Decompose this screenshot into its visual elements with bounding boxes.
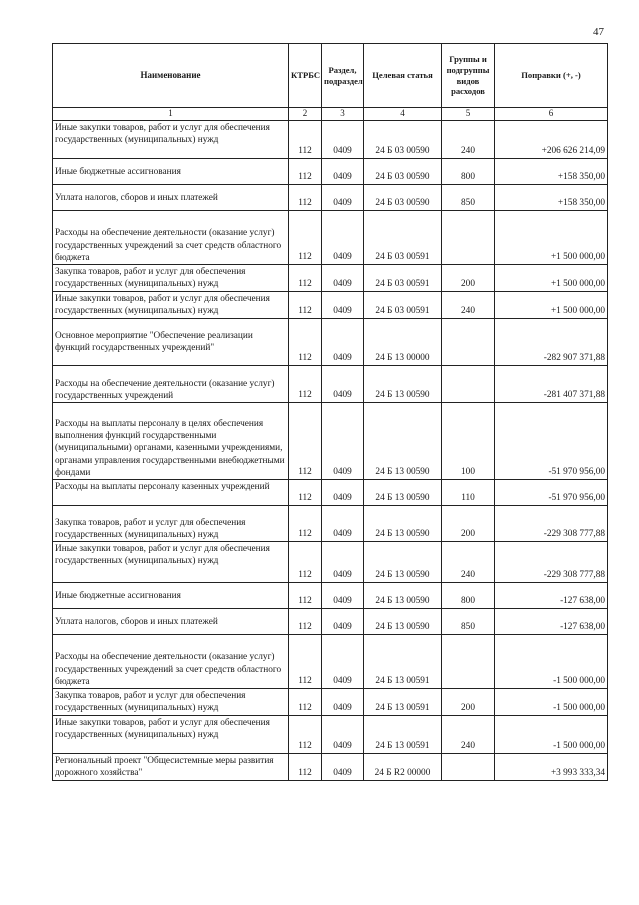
row-group [442,210,495,264]
row-section: 0409 [322,505,364,541]
row-group: 850 [442,608,495,634]
row-group [442,753,495,780]
header-name: Наименование [53,44,289,108]
row-section: 0409 [322,715,364,753]
row-ktrbs: 112 [289,210,322,264]
row-section: 0409 [322,688,364,715]
row-group: 200 [442,505,495,541]
row-section: 0409 [322,264,364,291]
row-name: Закупка товаров, работ и услуг для обеспечения государственных (муниципальных) нужд [53,264,289,291]
row-group: 800 [442,582,495,608]
table-row [53,291,608,318]
column-number: 1 [53,108,289,121]
row-group: 240 [442,541,495,582]
row-section: 0409 [322,210,364,264]
row-target: 24 Б 13 00000 [364,318,442,365]
budget-amendments-table [52,43,608,781]
row-section: 0409 [322,479,364,505]
row-ktrbs: 112 [289,158,322,184]
table-row [53,120,608,158]
table-row [53,634,608,688]
row-group: 850 [442,184,495,210]
row-section: 0409 [322,291,364,318]
row-ktrbs: 112 [289,264,322,291]
row-target: 24 Б 13 00590 [364,582,442,608]
row-amount: +158 350,00 [495,184,608,210]
row-name: Иные закупки товаров, работ и услуг для обеспечения государственных (муниципальных) нужд [53,120,289,158]
row-target: 24 Б 03 00590 [364,158,442,184]
row-section: 0409 [322,120,364,158]
row-amount: -1 500 000,00 [495,634,608,688]
column-number: 2 [289,108,322,121]
row-target: 24 Б 13 00590 [364,479,442,505]
row-name: Основное мероприятие "Обеспечение реализации функций государственных учреждений" [53,318,289,365]
row-ktrbs: 112 [289,184,322,210]
table-row [53,608,608,634]
row-amount: -282 907 371,88 [495,318,608,365]
row-name: Уплата налогов, сборов и иных платежей [53,184,289,210]
row-ktrbs: 112 [289,505,322,541]
row-amount: -51 970 956,00 [495,402,608,479]
row-group: 800 [442,158,495,184]
row-name: Иные закупки товаров, работ и услуг для обеспечения государственных (муниципальных) нужд [53,715,289,753]
table-row [53,753,608,780]
row-name: Иные бюджетные ассигнования [53,582,289,608]
row-name: Региональный проект "Общесистемные меры развития дорожного хозяйства" [53,753,289,780]
table-row [53,505,608,541]
row-amount: +1 500 000,00 [495,264,608,291]
row-target: 24 Б 03 00591 [364,291,442,318]
row-group: 240 [442,291,495,318]
row-section: 0409 [322,402,364,479]
row-group: 200 [442,688,495,715]
row-name: Закупка товаров, работ и услуг для обеспечения государственных (муниципальных) нужд [53,688,289,715]
header-row [53,44,608,108]
row-target: 24 Б 13 00590 [364,541,442,582]
row-amount: -127 638,00 [495,582,608,608]
row-ktrbs: 112 [289,608,322,634]
row-ktrbs: 112 [289,365,322,402]
row-name: Расходы на обеспечение деятельности (оказание услуг) государственных учреждений за счет средств областного бюджета [53,634,289,688]
row-name: Расходы на обеспечение деятельности (оказание услуг) государственных учреждений за счет средств областного бюджета [53,210,289,264]
column-number: 4 [364,108,442,121]
row-name: Расходы на обеспечение деятельности (оказание услуг) государственных учреждений [53,365,289,402]
header-ktrbs: КТРБС [289,44,322,108]
row-section: 0409 [322,318,364,365]
row-group: 200 [442,264,495,291]
table-row [53,158,608,184]
row-name: Иные закупки товаров, работ и услуг для обеспечения государственных (муниципальных) нужд [53,291,289,318]
table-row [53,541,608,582]
row-amount: -1 500 000,00 [495,715,608,753]
header-target: Целевая статья [364,44,442,108]
header-groups: Группы и подгруппы видов расходов [442,44,495,108]
row-amount: -229 308 777,88 [495,541,608,582]
row-target: 24 Б 03 00590 [364,120,442,158]
table-row [53,402,608,479]
row-group: 240 [442,715,495,753]
row-target: 24 Б 13 00591 [364,715,442,753]
row-ktrbs: 112 [289,688,322,715]
row-ktrbs: 112 [289,634,322,688]
row-amount: -51 970 956,00 [495,479,608,505]
row-target: 24 Б 13 00591 [364,688,442,715]
row-target: 24 Б 13 00591 [364,634,442,688]
table-row [53,264,608,291]
header-section: Раздел, подраздел [322,44,364,108]
row-name: Иные закупки товаров, работ и услуг для обеспечения государственных (муниципальных) нужд [53,541,289,582]
table-row [53,582,608,608]
row-group: 240 [442,120,495,158]
row-amount: +158 350,00 [495,158,608,184]
row-target: 24 Б 13 00590 [364,505,442,541]
row-group: 110 [442,479,495,505]
row-ktrbs: 112 [289,291,322,318]
row-section: 0409 [322,753,364,780]
row-ktrbs: 112 [289,120,322,158]
row-name: Расходы на выплаты персоналу в целях обеспечения выполнения функций государственными (муниципальными) органами, казенными учреждениями, органами управления государственными внебюджетными фондами [53,402,289,479]
table-row [53,479,608,505]
row-amount: -281 407 371,88 [495,365,608,402]
row-target: 24 Б 13 00590 [364,365,442,402]
row-amount: -1 500 000,00 [495,688,608,715]
row-name: Расходы на выплаты персоналу казенных учреждений [53,479,289,505]
column-number: 3 [322,108,364,121]
row-group [442,365,495,402]
row-ktrbs: 112 [289,402,322,479]
row-amount: +3 993 333,34 [495,753,608,780]
row-target: 24 Б 03 00591 [364,210,442,264]
column-number: 5 [442,108,495,121]
table-row [53,318,608,365]
row-target: 24 Б 03 00590 [364,184,442,210]
row-amount: +206 626 214,09 [495,120,608,158]
row-target: 24 Б R2 00000 [364,753,442,780]
row-section: 0409 [322,158,364,184]
row-target: 24 Б 13 00590 [364,402,442,479]
row-amount: +1 500 000,00 [495,291,608,318]
table-row [53,365,608,402]
column-numbers-row [53,108,608,121]
row-group [442,318,495,365]
table-row [53,184,608,210]
row-section: 0409 [322,608,364,634]
page-number: 47 [593,26,604,38]
header-amendments: Поправки (+, -) [495,44,608,108]
row-target: 24 Б 13 00590 [364,608,442,634]
row-amount: -127 638,00 [495,608,608,634]
row-ktrbs: 112 [289,582,322,608]
row-name: Закупка товаров, работ и услуг для обеспечения государственных (муниципальных) нужд [53,505,289,541]
row-section: 0409 [322,541,364,582]
row-section: 0409 [322,184,364,210]
row-name: Уплата налогов, сборов и иных платежей [53,608,289,634]
row-ktrbs: 112 [289,753,322,780]
row-section: 0409 [322,634,364,688]
table-row [53,688,608,715]
table-row [53,210,608,264]
row-amount: +1 500 000,00 [495,210,608,264]
table-row [53,715,608,753]
column-number: 6 [495,108,608,121]
row-ktrbs: 112 [289,541,322,582]
row-amount: -229 308 777,88 [495,505,608,541]
row-group: 100 [442,402,495,479]
row-group [442,634,495,688]
row-ktrbs: 112 [289,715,322,753]
row-section: 0409 [322,365,364,402]
row-target: 24 Б 03 00591 [364,264,442,291]
row-name: Иные бюджетные ассигнования [53,158,289,184]
row-section: 0409 [322,582,364,608]
row-ktrbs: 112 [289,318,322,365]
row-ktrbs: 112 [289,479,322,505]
